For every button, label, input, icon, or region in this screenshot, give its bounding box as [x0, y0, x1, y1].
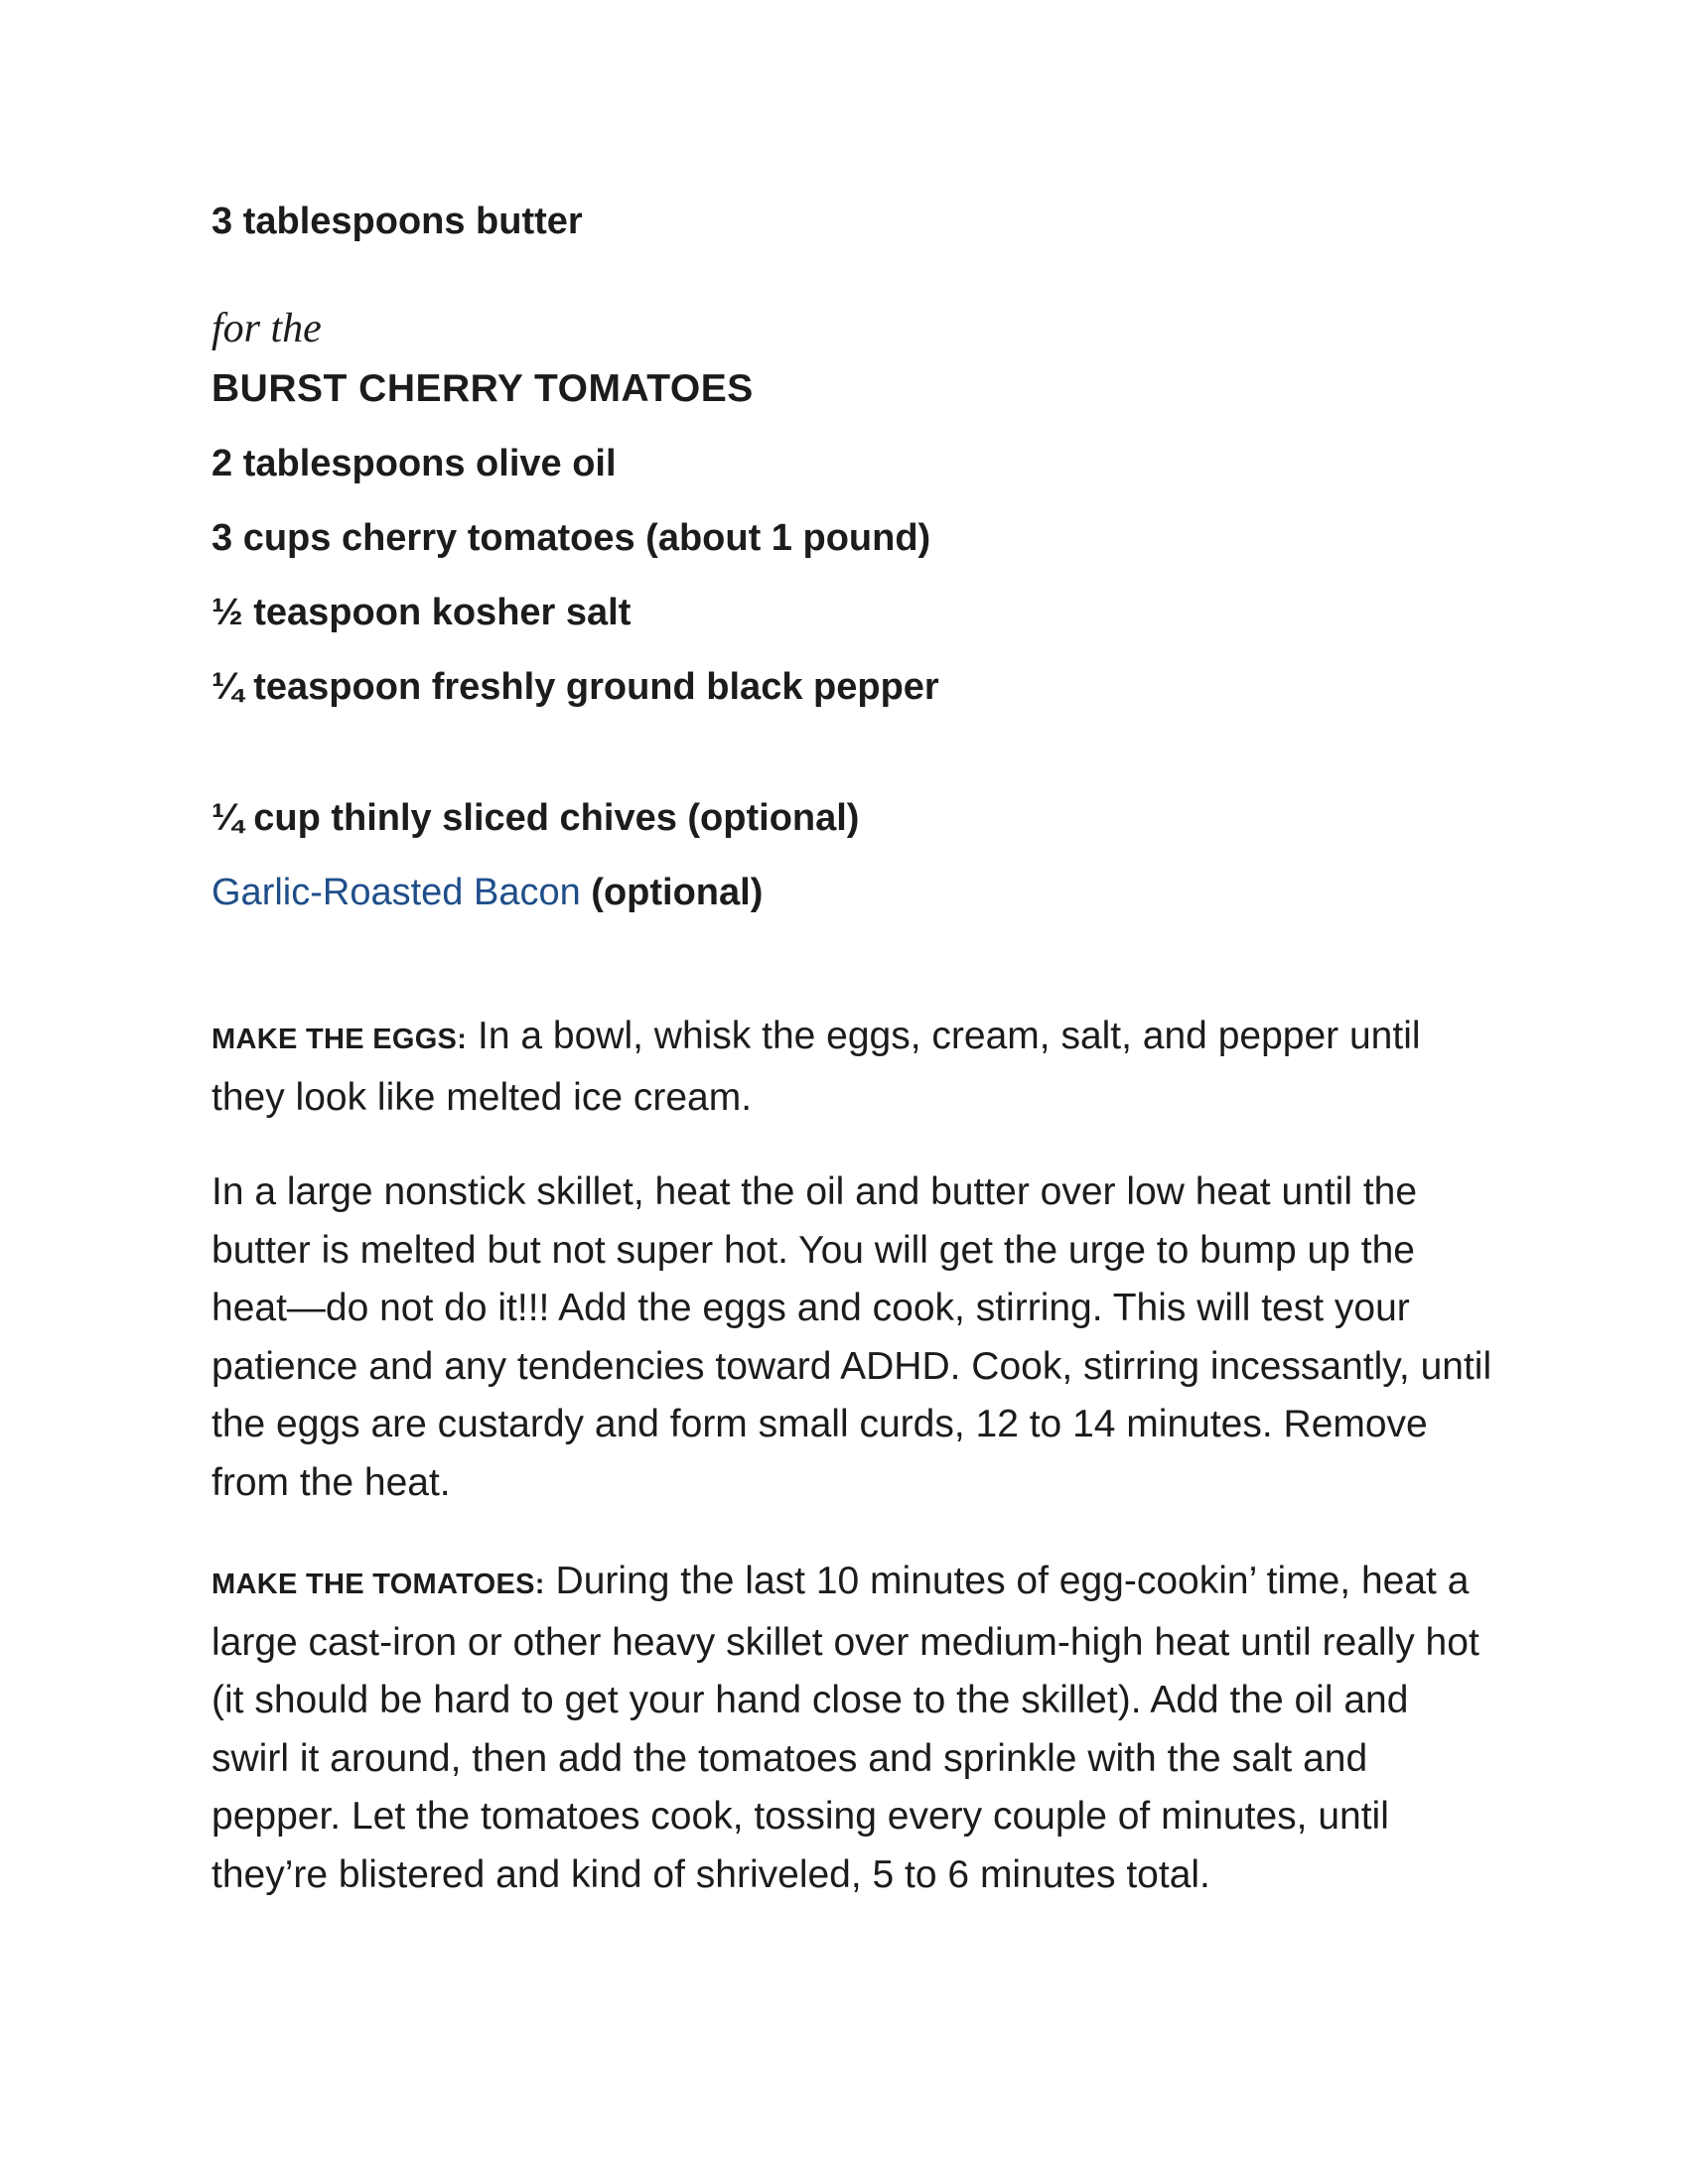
direction-make-eggs [211, 1008, 1492, 1127]
garlic-roasted-bacon-link[interactable]: Garlic-Roasted Bacon [211, 872, 581, 913]
ingredient-bacon [211, 869, 763, 916]
section-title: BURST CHERRY TOMATOES [211, 367, 754, 410]
ingredient-butter: 3 tablespoons butter [211, 201, 583, 242]
direction-lead-tomatoes: MAKE THE TOMATOES: [211, 1569, 545, 1600]
ingredient-kosher-salt: ½ teaspoon kosher salt [211, 592, 632, 633]
ingredient-chives: ¼ cup thinly sliced chives (optional) [211, 797, 860, 839]
direction-cook-eggs: In a large nonstick skillet, heat the oil and butter over low heat until the butter is melted but not super hot. You will get the urge to bump up the heat—do not do it!!! Add the eggs and cook, stirring. This will test your patience and any tendencies toward ADHD. Cook, stirring incessantly, until the eggs are custardy and form small curds, 12 to 14 minutes. Remove from the heat. [211, 1170, 1492, 1504]
direction-eggs-text: In a bowl, whisk the eggs, cream, salt, and pepper until they look like melted ice cream. [211, 1015, 1421, 1119]
bacon-optional-suffix: (optional) [580, 872, 764, 913]
ingredient-cherry-tomatoes: 3 cups cherry tomatoes (about 1 pound) [211, 517, 931, 559]
section-prefix: for the [211, 306, 322, 351]
ingredient-black-pepper: ¼ teaspoon freshly ground black pepper [211, 666, 939, 708]
direction-tomatoes-text: During the last 10 minutes of egg-cookin’ time, heat a large cast-iron or other heavy skillet over medium-high heat until really hot (it should be hard to get your hand close to the skillet). Add the oil and swirl it around, then add the tomatoes and sprinkle with the salt and pepper. Let the tomatoes cook, tossing every couple of minutes, until they’re blistered and kind of shriveled, 5 to 6 minutes total. [211, 1560, 1479, 1896]
direction-make-tomatoes [211, 1553, 1492, 1904]
ingredient-olive-oil: 2 tablespoons olive oil [211, 443, 617, 484]
direction-lead-eggs: MAKE THE EGGS: [211, 1024, 468, 1055]
